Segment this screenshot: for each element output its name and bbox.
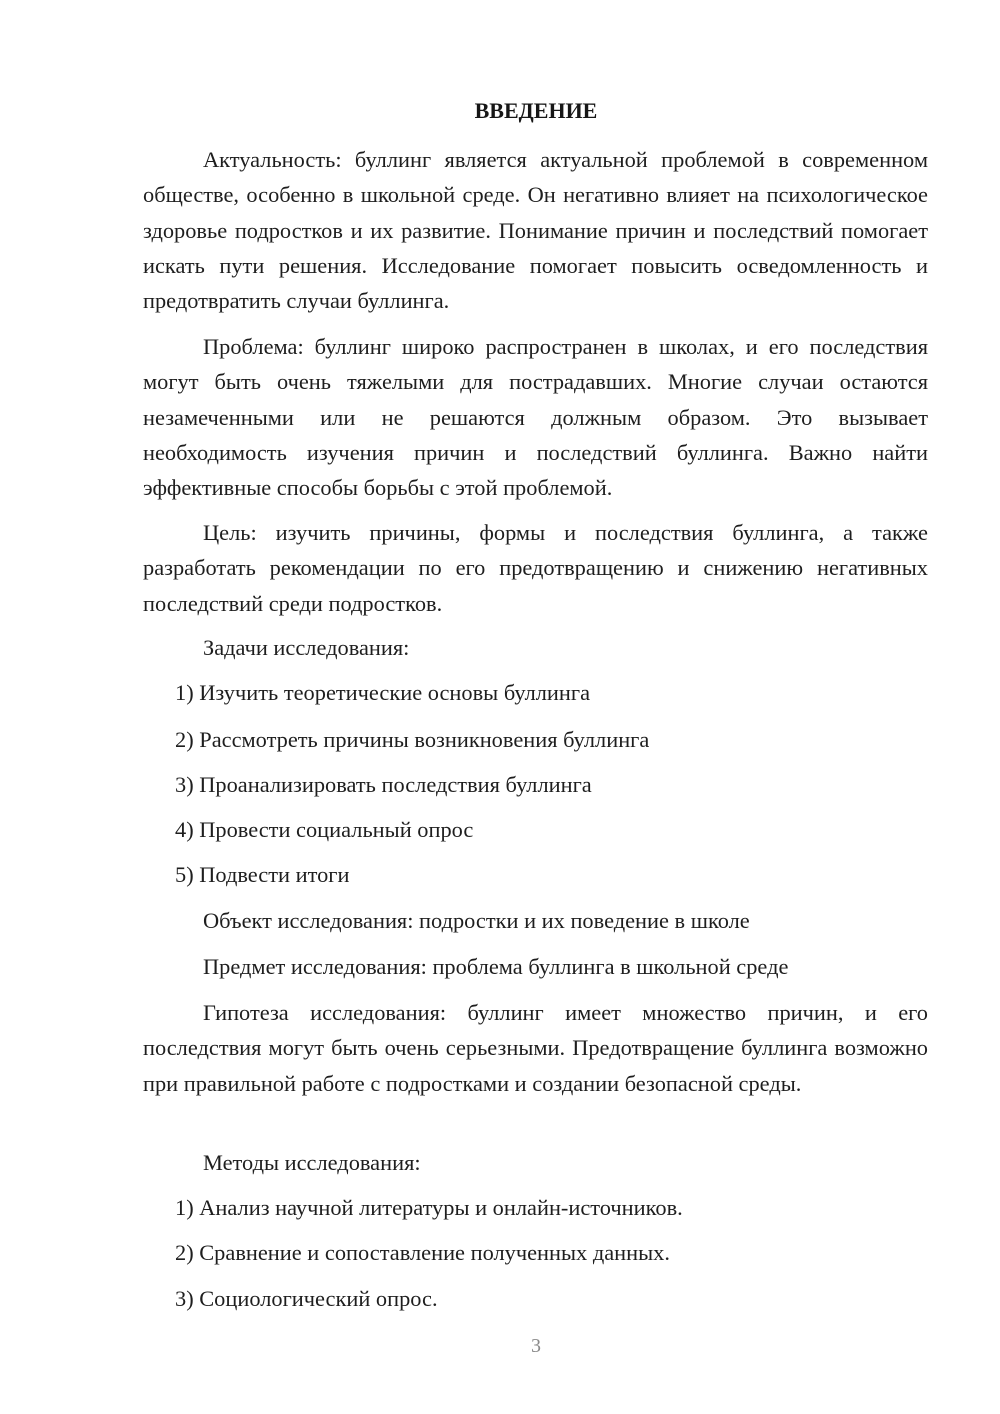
hypothesis-paragraph: Гипотеза исследования: буллинг имеет множество причин, и его последствия могут быть очень серьезными. Предотвращение буллинга возможно при правильной работе с подростками и создании безопасной среды. (143, 1000, 928, 1096)
method-item: 2) Сравнение и сопоставление полученных данных. (175, 1240, 670, 1265)
task-item: 2) Рассмотреть причины возникновения буллинга (175, 727, 650, 752)
research-object: Объект исследования: подростки и их поведение в школе (203, 908, 750, 933)
tasks-heading: Задачи исследования: (203, 635, 410, 660)
task-item: 4) Провести социальный опрос (175, 817, 474, 842)
task-item: 3) Проанализировать последствия буллинга (175, 772, 592, 797)
problem-paragraph: Проблема: буллинг широко распространен в школах, и его последствия могут быть очень тяжелыми для пострадавших. Многие случаи остаются незамеченными или не решаются должным образом. Это вызывает необходимость изучения причин и последствий буллинга. Важно найти эффективные способы борьбы с этой проблемой. (143, 334, 928, 501)
task-item: 1) Изучить теоретические основы буллинга (175, 680, 591, 705)
page-number: 3 (531, 1335, 541, 1357)
method-item: 1) Анализ научной литературы и онлайн-источников. (175, 1195, 683, 1220)
methods-heading: Методы исследования: (203, 1150, 421, 1175)
page-title: ВВЕДЕНИЕ (474, 98, 598, 123)
goal-paragraph: Цель: изучить причины, формы и последствия буллинга, а также разработать рекомендации по его предотвращению и снижению негативных последствий среди подростков. (143, 520, 928, 616)
task-item: 5) Подвести итоги (175, 862, 350, 887)
research-subject: Предмет исследования: проблема буллинга в школьной среде (203, 954, 789, 979)
relevance-paragraph: Актуальность: буллинг является актуальной проблемой в современном обществе, особенно в школьной среде. Он негативно влияет на психологическое здоровье подростков и их развитие. Понимание причин и последствий помогает искать пути решения. Исследование помогает повысить осведомленность и предотвратить случаи буллинга. (143, 147, 928, 314)
method-item: 3) Социологический опрос. (175, 1286, 438, 1311)
